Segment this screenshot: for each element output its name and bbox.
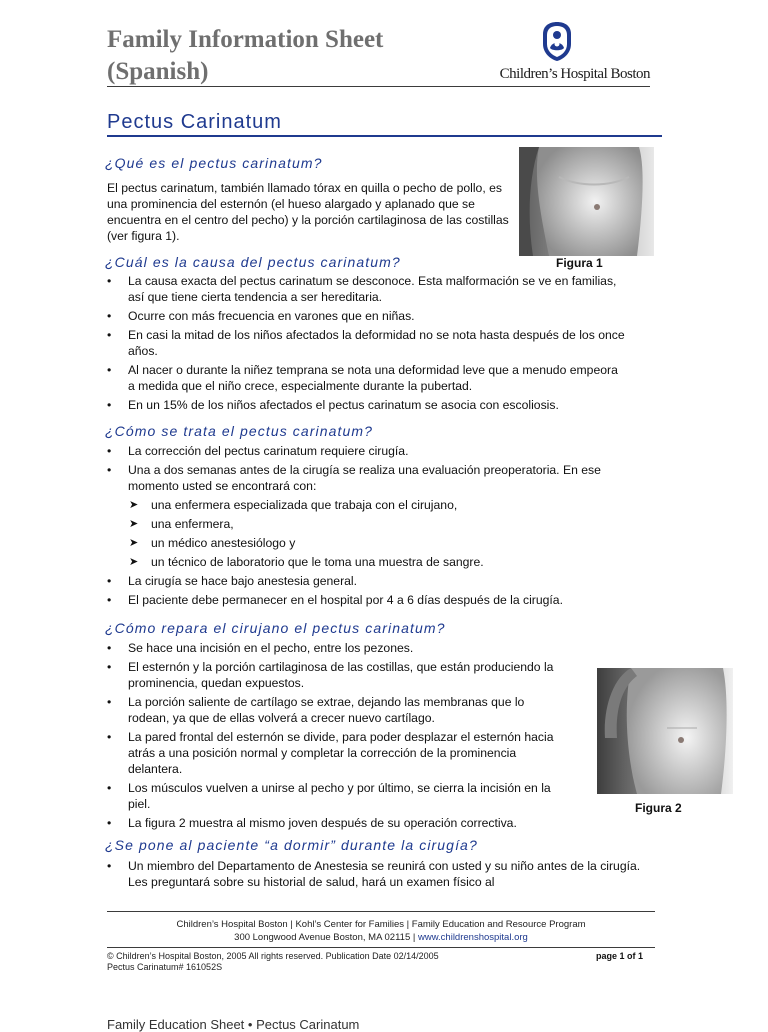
bullet-icon: • (107, 363, 112, 377)
arrow-bullet-icon: ➤ (129, 537, 139, 549)
bullet-icon: • (107, 328, 112, 342)
treatment-bullet-list-b (107, 573, 655, 608)
figure-1-caption: Figura 1 (556, 256, 603, 270)
bullet-icon: • (107, 574, 112, 588)
anesthesia-bullet-list (107, 858, 655, 890)
hospital-logo-icon (541, 20, 573, 62)
list-item: • En un 15% de los niños afectados el pectus carinatum se asocia con escoliosis. (107, 398, 559, 412)
list-item: • La causa exacta del pectus carinatum se desconoce. Esta malformación se ve en familias, así que tiene cierta tendencia a ser hereditaria. (107, 274, 617, 304)
section-heading-cause: ¿Cuál es la causa del pectus carinatum? (105, 254, 401, 270)
repair-bullet-list (107, 640, 565, 831)
list-item: • La pared frontal del esternón se divide, para poder desplazar el esternón hacia atrás a una posición normal y completar la corrección de la prominencia delantera. (107, 730, 554, 776)
footer-divider-top (107, 911, 655, 912)
bullet-icon: • (107, 309, 112, 323)
bullet-icon: • (107, 398, 112, 412)
bullet-icon: • (107, 593, 112, 607)
bullet-icon: • (107, 660, 112, 674)
list-item: ➤ un médico anestesiólogo y (129, 536, 296, 550)
footer-line-2 (107, 931, 655, 944)
list-item: ➤ una enfermera especializada que trabaja con el cirujano, (129, 498, 458, 512)
bullet-icon: • (107, 781, 112, 795)
figure-2-caption: Figura 2 (635, 801, 682, 815)
bullet-icon: • (107, 695, 112, 709)
list-item: • La figura 2 muestra al mismo joven después de su operación correctiva. (107, 816, 517, 830)
hospital-name: Children’s Hospital Boston (499, 66, 650, 82)
treatment-bullet-list-a (107, 443, 655, 494)
list-item: • La porción saliente de cartílago se extrae, dejando las membranas que lo rodean, ya que de ellas volverá a crecer nuevo cartílago. (107, 695, 525, 725)
bullet-icon: • (107, 444, 112, 458)
footer-line-1: Children’s Hospital Boston | Kohl’s Center for Families | Family Education and Resource Program (176, 919, 586, 930)
figure-1-photo (519, 147, 654, 256)
page-title: Pectus Carinatum (107, 111, 282, 133)
header-divider (107, 86, 650, 87)
list-item: • Se hace una incisión en el pecho, entre los pezones. (107, 641, 414, 655)
list-item: • La cirugía se hace bajo anestesia general. (107, 574, 358, 588)
website-link[interactable]: www.childrenshospital.org (417, 932, 528, 943)
sheet-title-line1: Family Information Sheet (107, 26, 384, 53)
next-page-header: Family Education Sheet • Pectus Carinatum (107, 1017, 360, 1032)
list-item: • El paciente debe permanecer en el hospital por 4 a 6 días después de la cirugía. (107, 593, 563, 607)
list-item: • En casi la mitad de los niños afectados la deformidad no se nota hasta después de los once años. (107, 328, 625, 358)
cause-bullet-list (107, 273, 627, 413)
sheet-title (107, 24, 467, 88)
list-item: • La corrección del pectus carinatum requiere cirugía. (107, 444, 409, 458)
footer-address: 300 Longwood Avenue Boston, MA 02115 | (234, 932, 416, 943)
section-heading-treatment: ¿Cómo se trata el pectus carinatum? (105, 423, 374, 439)
section-heading-anesthesia: ¿Se pone al paciente “a dormir” durante la cirugía? (105, 837, 478, 853)
list-item: • Al nacer o durante la niñez temprana se nota una deformidad leve que a menudo empeora a medida que el niño crece, especialmente durante la pubertad. (107, 363, 618, 393)
arrow-bullet-icon: ➤ (129, 499, 139, 511)
bullet-icon: • (107, 730, 112, 744)
section-paragraph-what: El pectus carinatum, también llamado tórax en quilla o pecho de pollo, es una prominencia del esternón (el hueso alargado y aplanado que se encuentra en el centro del pecho) y la porción cartilaginosa de las costillas (ver figura 1). (107, 181, 509, 243)
title-divider (107, 135, 662, 137)
list-item: • Ocurre con más frecuencia en varones que en niñas. (107, 309, 415, 323)
figure-2-photo (597, 668, 733, 794)
footer-divider-bottom (107, 947, 655, 948)
list-item: ➤ una enfermera, (129, 517, 234, 531)
footer-info (107, 918, 655, 944)
arrow-bullet-icon: ➤ (129, 518, 139, 530)
sheet-title-line2: (Spanish) (107, 58, 209, 85)
list-item: ➤ un técnico de laboratorio que le toma una muestra de sangre. (129, 555, 484, 569)
list-item: • El esternón y la porción cartilaginosa de las costillas, que están produciendo la prominencia, quedan expuestos. (107, 660, 554, 690)
bullet-icon: • (107, 463, 112, 477)
section-heading-repair: ¿Cómo repara el cirujano el pectus carinatum? (105, 620, 446, 636)
arrow-bullet-icon: ➤ (129, 556, 139, 568)
section-heading-what: ¿Qué es el pectus carinatum? (105, 155, 323, 171)
treatment-sub-list (129, 497, 629, 573)
bullet-icon: • (107, 274, 112, 288)
bullet-icon: • (107, 816, 112, 830)
bullet-icon: • (107, 641, 112, 655)
list-item: • Un miembro del Departamento de Anestesia se reunirá con usted y su niño antes de la cirugía. Les preguntará sobre su historial de salud, hará un examen físico al (107, 859, 641, 889)
list-item: • Los músculos vuelven a unirse al pecho y por último, se cierra la incisión en la piel. (107, 781, 551, 811)
page-number: page 1 of 1 (596, 951, 644, 961)
copyright-text: © Children’s Hospital Boston, 2005 All rights reserved. Publication Date 02/14/2005 (107, 951, 439, 961)
list-item: • Una a dos semanas antes de la cirugía se realiza una evaluación preoperatoria. En ese momento usted se encontrará con: (107, 463, 601, 493)
bullet-icon: • (107, 859, 112, 873)
document-id: Pectus Carinatum# 161052S (107, 962, 223, 972)
